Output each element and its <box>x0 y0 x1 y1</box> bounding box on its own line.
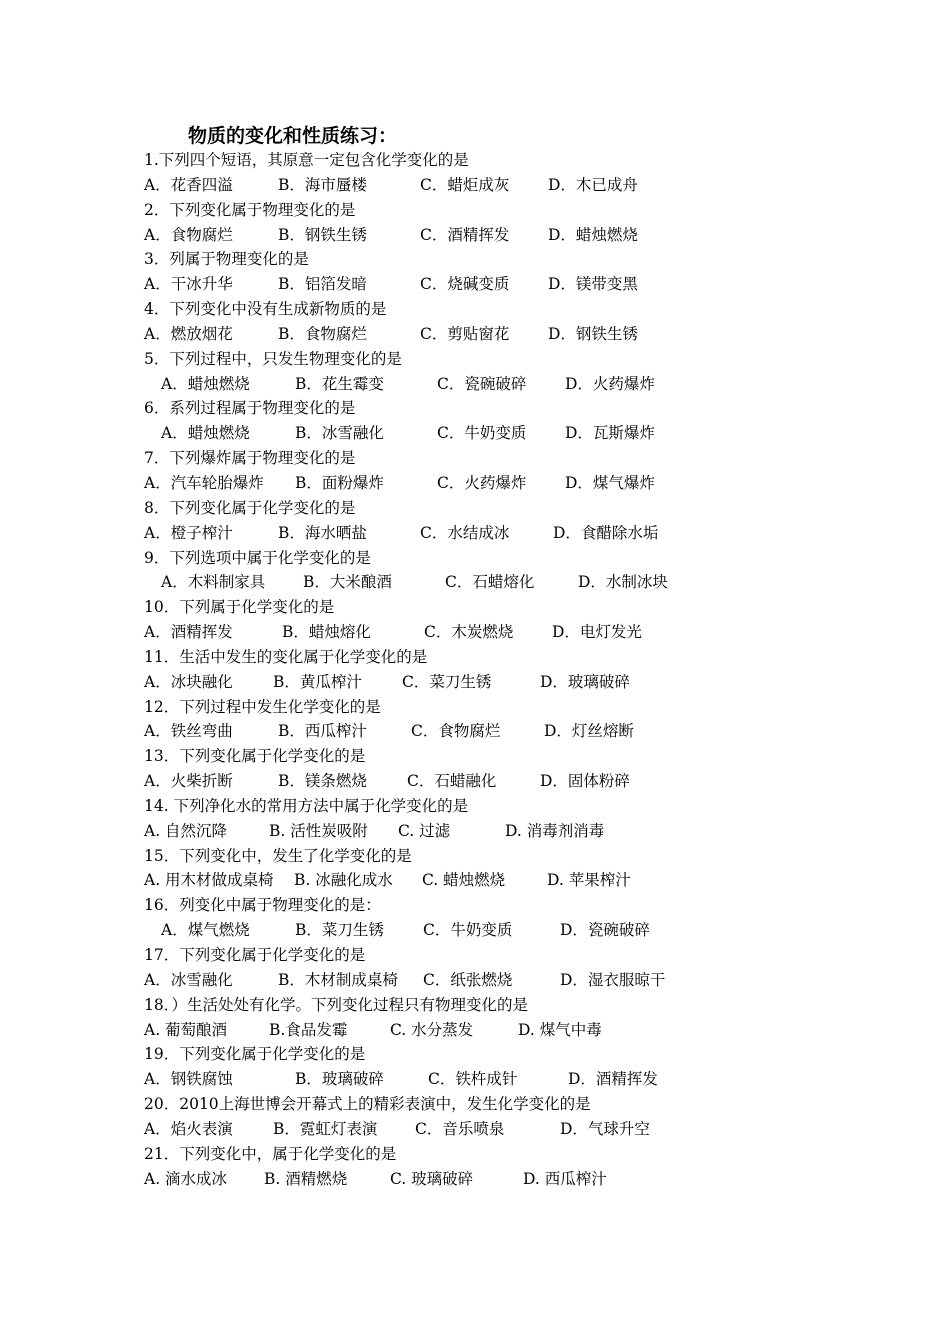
question-stem-text: 14. 下列净化水的常用方法中属于化学变化的是 <box>144 796 469 815</box>
option-c: C．火药爆炸 <box>437 473 527 492</box>
option-a: A．燃放烟花 <box>144 324 233 343</box>
question-stem-text: 17．下列变化属于化学变化的是 <box>144 946 366 964</box>
option-b: B. 活性炭吸附 <box>269 821 368 840</box>
question-list <box>0 148 950 1191</box>
option-c: C．铁杵成针 <box>428 1070 518 1089</box>
option-a: A．花香四溢 <box>144 175 233 194</box>
answer-options <box>0 173 950 198</box>
question-stem <box>0 1142 950 1167</box>
answer-options <box>0 1067 950 1092</box>
option-a: A．钢铁腐蚀 <box>144 1070 233 1089</box>
option-d: D. 消毒剂消毒 <box>505 821 605 840</box>
question-stem-text: 4．下列变化中没有生成新物质的是 <box>144 300 387 319</box>
option-c: C．烧碱变质 <box>420 275 510 294</box>
option-d: D．灯丝熔断 <box>544 722 634 741</box>
answer-options <box>0 272 950 297</box>
option-c: C. 蜡烛燃烧 <box>422 871 506 890</box>
question-stem <box>0 496 950 521</box>
question-stem <box>0 347 950 372</box>
question-stem-text: 12．下列过程中发生化学变化的是 <box>144 697 381 716</box>
question-stem <box>0 546 950 571</box>
answer-options <box>0 421 950 446</box>
option-b: B．大米酿酒 <box>303 573 392 592</box>
option-a: A．汽车轮胎爆炸 <box>144 473 264 492</box>
option-d: D．煤气爆炸 <box>565 473 655 492</box>
question-stem-text: 19．下列变化属于化学变化的是 <box>144 1045 366 1064</box>
question-stem-text: 13．下列变化属于化学变化的是 <box>144 747 366 766</box>
option-d: D．气球升空 <box>560 1119 650 1138</box>
question-stem <box>0 148 950 173</box>
option-c: C．剪贴窗花 <box>420 324 510 343</box>
option-b: B．霓虹灯表演 <box>273 1119 378 1138</box>
question-stem <box>0 198 950 223</box>
question-stem <box>0 1042 950 1067</box>
option-b: B．花生霉变 <box>295 374 384 393</box>
page-title: 物质的变化和性质练习： <box>188 125 398 147</box>
option-d: D．酒精挥发 <box>568 1070 658 1089</box>
option-a: A．蜡烛燃烧 <box>161 424 250 443</box>
option-c: C．酒精挥发 <box>420 225 510 244</box>
answer-options <box>0 223 950 248</box>
answer-options <box>0 670 950 695</box>
option-d: D．镁带变黑 <box>548 275 638 294</box>
option-c: C．蜡炬成灰 <box>420 175 510 194</box>
option-a: A. 自然沉降 <box>144 821 228 840</box>
answer-options <box>0 918 950 943</box>
option-b: B．蜡烛熔化 <box>282 623 371 642</box>
option-b: B．黄瓜榨汁 <box>273 672 362 691</box>
option-c: C．石蜡融化 <box>407 772 497 791</box>
question-stem-text: 7．下列爆炸属于物理变化的是 <box>144 449 356 468</box>
option-d: D．钢铁生锈 <box>548 324 638 343</box>
answer-options <box>0 868 950 893</box>
question-stem <box>0 695 950 720</box>
option-a: A．焰火表演 <box>144 1119 233 1138</box>
option-b: B．镁条燃烧 <box>278 772 367 791</box>
answer-options <box>0 620 950 645</box>
option-b: B．食物腐烂 <box>278 324 367 343</box>
answer-options <box>0 819 950 844</box>
question-stem <box>0 595 950 620</box>
question-stem-text: 2．下列变化属于物理变化的是 <box>144 200 356 219</box>
option-c: C．纸张燃烧 <box>423 970 513 989</box>
question-stem-text: 18．）生活处处有化学。下列变化过程只有物理变化的是 <box>144 995 528 1014</box>
question-stem-text: 3．列属于物理变化的是 <box>144 250 309 269</box>
option-d: D. 西瓜榨汁 <box>523 1169 607 1188</box>
option-a: A．冰块融化 <box>144 672 233 691</box>
option-b: B．面粉爆炸 <box>295 473 384 492</box>
option-b: B．海水晒盐 <box>278 523 367 542</box>
option-d: D．蜡烛燃烧 <box>548 225 638 244</box>
question-stem <box>0 396 950 421</box>
question-stem <box>0 645 950 670</box>
option-d: D. 苹果榨汁 <box>547 871 631 890</box>
question-stem-text: 6．系列过程属于物理变化的是 <box>144 399 356 418</box>
option-b: B．木材制成桌椅 <box>278 970 398 989</box>
option-c: C．食物腐烂 <box>411 722 501 741</box>
option-a: A．蜡烛燃烧 <box>161 374 250 393</box>
option-d: D．固体粉碎 <box>540 772 630 791</box>
option-a: A．干冰升华 <box>144 275 233 294</box>
option-b: B．玻璃破碎 <box>295 1070 384 1089</box>
answer-options <box>0 471 950 496</box>
question-stem <box>0 446 950 471</box>
option-c: C. 玻璃破碎 <box>390 1169 474 1188</box>
question-stem <box>0 993 950 1018</box>
question-stem-text: 5．下列过程中，只发生物理变化的是 <box>144 349 402 368</box>
answer-options <box>0 769 950 794</box>
option-c: C. 过滤 <box>398 821 451 840</box>
option-b: B.食品发霉 <box>269 1020 348 1039</box>
option-d: D．湿衣服晾干 <box>560 970 666 989</box>
question-stem-text: 15．下列变化中，发生了化学变化的是 <box>144 846 412 865</box>
question-stem <box>0 794 950 819</box>
answer-options <box>0 1117 950 1142</box>
question-stem-text: 1.下列四个短语，其原意一定包含化学变化的是 <box>144 151 469 169</box>
option-b: B. 酒精燃烧 <box>264 1169 348 1188</box>
option-a: A．火柴折断 <box>144 772 233 791</box>
option-b: B．西瓜榨汁 <box>278 722 367 741</box>
option-a: A．酒精挥发 <box>144 623 233 642</box>
answer-options <box>0 1018 950 1043</box>
option-a: A. 用木材做成桌椅 <box>144 871 274 890</box>
option-d: D. 煤气中毒 <box>518 1020 602 1039</box>
question-stem <box>0 297 950 322</box>
option-b: B．铝箔发暗 <box>278 275 367 294</box>
option-c: C．牛奶变质 <box>423 921 513 940</box>
answer-options <box>0 322 950 347</box>
option-a: A．木料制家具 <box>161 573 266 592</box>
option-d: D．瓦斯爆炸 <box>565 424 655 443</box>
option-a: A. 葡萄酿酒 <box>144 1020 228 1039</box>
question-stem-text: 11．生活中发生的变化属于化学变化的是 <box>144 647 428 666</box>
question-stem-text: 9．下列选项中属于化学变化的是 <box>144 548 371 567</box>
option-c: C．菜刀生锈 <box>402 672 492 691</box>
question-stem <box>0 844 950 869</box>
answer-options <box>0 1167 950 1192</box>
answer-options <box>0 719 950 744</box>
question-stem-text: 8．下列变化属于化学变化的是 <box>144 498 356 517</box>
option-b: B．菜刀生锈 <box>295 921 384 940</box>
answer-options <box>0 570 950 595</box>
question-stem-text: 16．列变化中属于物理变化的是： <box>144 896 381 915</box>
question-stem <box>0 1092 950 1117</box>
option-d: D．玻璃破碎 <box>540 672 630 691</box>
answer-options <box>0 372 950 397</box>
option-d: D．水制冰块 <box>578 573 668 592</box>
option-a: A. 滴水成冰 <box>144 1169 228 1188</box>
option-b: B. 冰融化成水 <box>294 871 393 890</box>
option-a: A．铁丝弯曲 <box>144 722 233 741</box>
option-c: C．音乐喷泉 <box>415 1119 505 1138</box>
question-stem <box>0 247 950 272</box>
option-c: C．木炭燃烧 <box>424 623 514 642</box>
option-c: C. 水分蒸发 <box>390 1020 474 1039</box>
question-stem-text: 20．2010上海世博会开幕式上的精彩表演中，发生化学变化的是 <box>144 1095 591 1114</box>
option-b: B．海市蜃楼 <box>278 175 367 194</box>
option-c: C．瓷碗破碎 <box>437 374 527 393</box>
option-a: A．冰雪融化 <box>144 970 233 989</box>
question-stem <box>0 744 950 769</box>
answer-options <box>0 521 950 546</box>
question-stem <box>0 943 950 968</box>
option-d: D．电灯发光 <box>552 623 642 642</box>
option-b: B．钢铁生锈 <box>278 225 367 244</box>
option-d: D．瓷碗破碎 <box>560 921 650 940</box>
option-a: A．煤气燃烧 <box>161 921 250 940</box>
option-c: C．石蜡熔化 <box>445 573 535 592</box>
answer-options <box>0 968 950 993</box>
option-a: A．橙子榨汁 <box>144 523 233 542</box>
question-stem-text: 10．下列属于化学变化的是 <box>144 598 335 617</box>
option-c: C．牛奶变质 <box>437 424 527 443</box>
option-d: D．火药爆炸 <box>565 374 655 393</box>
option-b: B．冰雪融化 <box>295 424 384 443</box>
option-d: D．木已成舟 <box>548 175 638 194</box>
option-a: A．食物腐烂 <box>144 225 233 244</box>
question-stem <box>0 893 950 918</box>
option-c: C．水结成冰 <box>420 523 510 542</box>
option-d: D．食醋除水垢 <box>553 523 659 542</box>
question-stem-text: 21．下列变化中，属于化学变化的是 <box>144 1144 397 1163</box>
